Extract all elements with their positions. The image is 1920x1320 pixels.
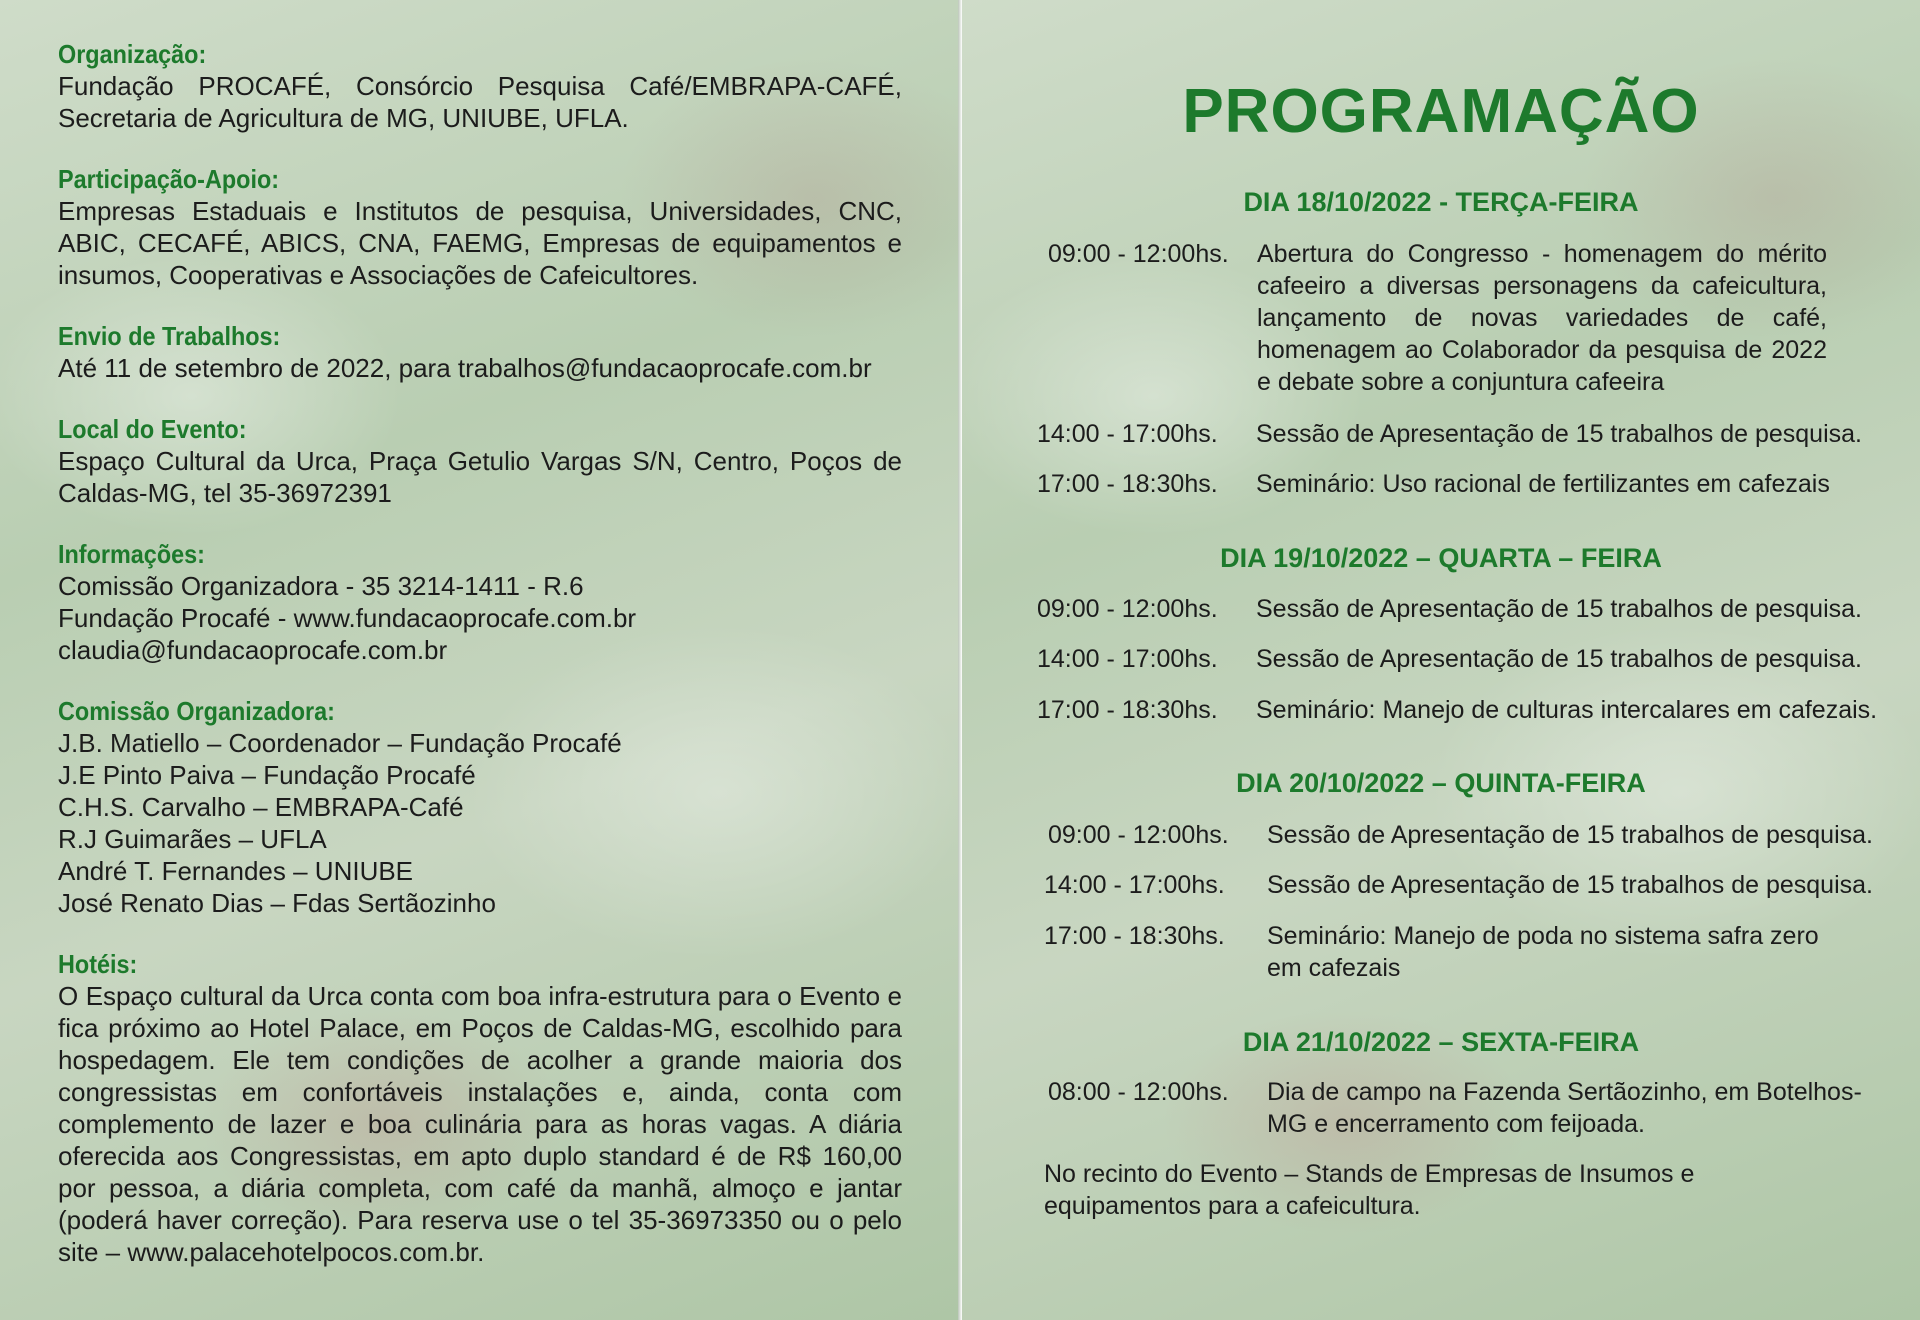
- schedule-description: Abertura do Congresso - homenagem do mérito cafeeiro a diversas personagens da cafeicultura, lançamento de novas variedades de café, homenagem ao Colaborador da pesquisa de 2022 e debate sobre a conjuntura cafeeira: [1257, 240, 1827, 396]
- info-email: claudia@fundacaoprocafe.com.br: [58, 635, 448, 665]
- section-heading: Local do Evento:: [58, 414, 247, 444]
- stands-note: No recinto do Evento – Stands de Empresas de Insumos e equipamentos para a cafeicultura.: [1044, 1160, 1695, 1220]
- schedule-row: [1048, 238, 1848, 400]
- left-page: [0, 0, 958, 1320]
- section-text: Até 11 de setembro de 2022, para trabalhos@fundacaoprocafe.com.br: [58, 353, 872, 383]
- section-envio-trabalhos: [58, 320, 902, 384]
- schedule-time: 14:00 - 17:00hs.: [1037, 420, 1218, 448]
- schedule-time: 17:00 - 18:30hs.: [1037, 696, 1218, 724]
- section-text: Empresas Estaduais e Institutos de pesquisa, Universidades, CNC, ABIC, CECAFÉ, ABICS, CNA, FAEMG, Empresas de equipamentos e insumos, Cooperativas e Associações de Cafeicultores.: [58, 196, 902, 290]
- schedule-description: Seminário: Manejo de poda no sistema safra zero em cafezais: [1267, 922, 1819, 982]
- schedule-row: [1037, 593, 1877, 625]
- schedule-row: [1037, 468, 1877, 500]
- schedule-row: [1044, 920, 1864, 984]
- section-heading: Comissão Organizadora:: [58, 696, 335, 726]
- section-participacao-apoio: [58, 163, 902, 291]
- schedule-row: [1044, 869, 1884, 901]
- committee-member: J.E Pinto Paiva – Fundação Procafé: [58, 760, 476, 790]
- schedule-row: [1048, 819, 1888, 851]
- section-heading: Informações:: [58, 539, 205, 569]
- schedule-row: [1037, 694, 1897, 726]
- schedule-description: Seminário: Uso racional de fertilizantes em cafezais: [1256, 470, 1830, 498]
- schedule-description: Seminário: Manejo de culturas intercalares em cafezais.: [1256, 696, 1878, 724]
- committee-member: André T. Fernandes – UNIUBE: [58, 856, 414, 886]
- info-phone: Comissão Organizadora - 35 3214-1411 - R.6: [58, 571, 584, 601]
- day-heading: DIA 18/10/2022 - TERÇA-FEIRA: [1243, 187, 1639, 217]
- schedule-time: 09:00 - 12:00hs.: [1037, 595, 1218, 623]
- right-page: [962, 0, 1920, 1320]
- schedule-row: [1048, 1076, 1878, 1140]
- schedule-time: 14:00 - 17:00hs.: [1037, 645, 1218, 673]
- section-heading: Hotéis:: [58, 949, 138, 979]
- schedule-time: 17:00 - 18:30hs.: [1037, 470, 1218, 498]
- info-website: Fundação Procafé - www.fundacaoprocafe.com.br: [58, 603, 637, 633]
- schedule-time: 08:00 - 12:00hs.: [1048, 1078, 1229, 1106]
- schedule-description: Sessão de Apresentação de 15 trabalhos de pesquisa.: [1267, 871, 1873, 899]
- day-heading: DIA 19/10/2022 – QUARTA – FEIRA: [1220, 543, 1662, 573]
- schedule-time: 17:00 - 18:30hs.: [1044, 922, 1225, 950]
- schedule-description: Sessão de Apresentação de 15 trabalhos de pesquisa.: [1256, 645, 1862, 673]
- section-heading: Organização:: [58, 39, 207, 69]
- committee-member: R.J Guimarães – UFLA: [58, 824, 327, 854]
- section-organizacao: [58, 38, 902, 134]
- schedule-row: [1037, 643, 1877, 675]
- section-text: Espaço Cultural da Urca, Praça Getulio Vargas S/N, Centro, Poços de Caldas-MG, tel 35-36972391: [58, 446, 902, 508]
- schedule-time: 09:00 - 12:00hs.: [1048, 240, 1229, 268]
- schedule-time: 14:00 - 17:00hs.: [1044, 871, 1225, 899]
- program-title: PROGRAMAÇÃO: [1182, 77, 1700, 146]
- section-informacoes: [58, 538, 902, 666]
- day-heading: DIA 21/10/2022 – SEXTA-FEIRA: [1242, 1027, 1640, 1057]
- schedule-description: Sessão de Apresentação de 15 trabalhos de pesquisa.: [1267, 821, 1873, 849]
- section-heading: Envio de Trabalhos:: [58, 321, 281, 351]
- schedule-description: Dia de campo na Fazenda Sertãozinho, em Botelhos-MG e encerramento com feijoada.: [1267, 1078, 1862, 1138]
- section-text: Fundação PROCAFÉ, Consórcio Pesquisa Café/EMBRAPA-CAFÉ, Secretaria de Agricultura de MG, UNIUBE, UFLA.: [58, 71, 902, 133]
- schedule-description: Sessão de Apresentação de 15 trabalhos de pesquisa.: [1256, 420, 1862, 448]
- schedule-description: Sessão de Apresentação de 15 trabalhos de pesquisa.: [1256, 595, 1862, 623]
- schedule-row: [1037, 418, 1877, 450]
- committee-member: José Renato Dias – Fdas Sertãozinho: [58, 888, 496, 918]
- section-hoteis: [58, 948, 902, 1268]
- section-comissao: [58, 695, 902, 919]
- info-column: [58, 38, 902, 1297]
- section-local-evento: [58, 413, 902, 509]
- section-heading: Participação-Apoio:: [58, 164, 280, 194]
- schedule-time: 09:00 - 12:00hs.: [1048, 821, 1229, 849]
- committee-member: J.B. Matiello – Coordenador – Fundação Procafé: [58, 728, 622, 758]
- committee-member: C.H.S. Carvalho – EMBRAPA-Café: [58, 792, 464, 822]
- day-heading: DIA 20/10/2022 – QUINTA-FEIRA: [1236, 768, 1646, 798]
- section-text: O Espaço cultural da Urca conta com boa infra-estrutura para o Evento e fica próximo ao Hotel Palace, em Poços de Caldas-MG, escolhido para hospedagem. Ele tem condições de acolher a grande maioria dos congressistas em confortáveis instalações e, ainda, conta com complemento de lazer e boa culinária para as horas vagas. A diária oferecida aos Congressistas, em apto duplo standard é de R$ 160,00 por pessoa, a diária completa, com café da manhã, almoço e jantar (poderá haver correção). Para reserva use o tel 35-36973350 ou o pelo site – www.palacehotelpocos.com.br.: [58, 981, 902, 1267]
